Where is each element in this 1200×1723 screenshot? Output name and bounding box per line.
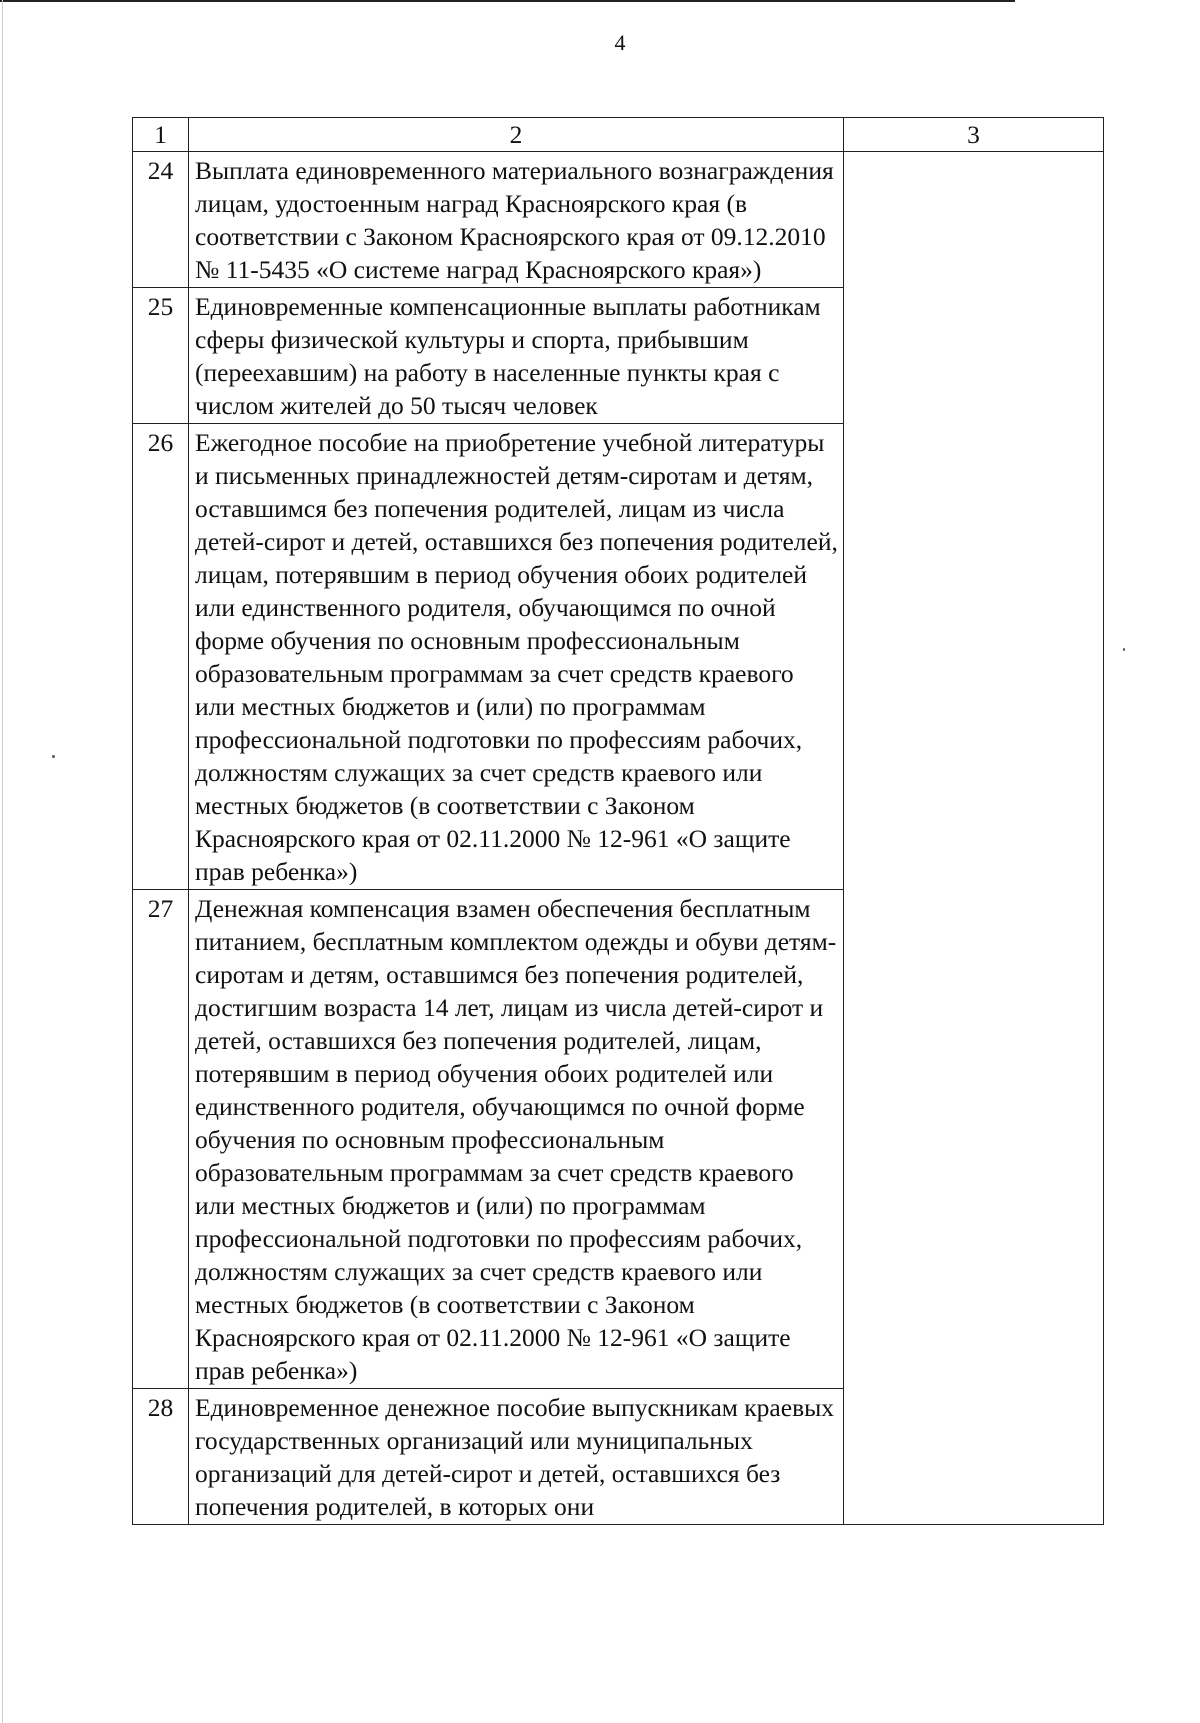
- row-number: 25: [133, 288, 189, 424]
- column-header: 1: [133, 118, 189, 152]
- row-description: Выплата единовременного материального вознаграждения лицам, удостоенным наград Красноярского края (в соответствии с Законом Красноярского края от 09.12.2010 № 11-5435 «О системе наград Красноярского края»): [189, 152, 844, 288]
- row-description: Единовременное денежное пособие выпускникам краевых государственных организаций или муниципальных организаций для детей-сирот и детей, оставшихся без попечения родителей, в которых они: [189, 1389, 844, 1525]
- column-header: 2: [189, 118, 844, 152]
- row-value: [844, 424, 1104, 890]
- page-number: 4: [614, 30, 626, 55]
- scan-speck: [1123, 648, 1125, 651]
- row-value: [844, 152, 1104, 288]
- row-number: 27: [133, 890, 189, 1389]
- scan-edge-left: [2, 0, 3, 1723]
- row-number: 26: [133, 424, 189, 890]
- row-value: [844, 890, 1104, 1389]
- table-header-row: [133, 118, 1104, 152]
- scan-speck: [52, 755, 55, 758]
- row-description: Единовременные компенсационные выплаты работникам сферы физической культуры и спорта, прибывшим (переехавшим) на работу в населенные пункты края с числом жителей до 50 тысяч человек: [189, 288, 844, 424]
- column-header: 3: [844, 118, 1104, 152]
- row-value: [844, 1389, 1104, 1525]
- row-description: Ежегодное пособие на приобретение учебной литературы и письменных принадлежностей детям-сиротам и детям, оставшимся без попечения родителей, лицам из числа детей-сирот и детей, оставшихся без попечения родителей, лицам, потерявшим в период обучения обоих родителей или единственного родителя, обучающимся по очной форме обучения по основным профессиональным образовательным программам за счет средств краевого или местных бюджетов и (или) по программам профессиональной подготовки по профессиям рабочих, должностям служащих за счет средств краевого или местных бюджетов (в соответствии с Законом Красноярского края от 02.11.2000 № 12-961 «О защите прав ребенка»): [189, 424, 844, 890]
- row-number: 28: [133, 1389, 189, 1525]
- scan-edge-top: [0, 0, 1015, 2]
- row-number: 24: [133, 152, 189, 288]
- row-description: Денежная компенсация взамен обеспечения бесплатным питанием, бесплатным комплектом одежды и обуви детям-сиротам и детям, оставшимся без попечения родителей, достигшим возраста 14 лет, лицам из числа детей-сирот и детей, оставшихся без попечения родителей, лицам, потерявшим в период обучения обоих родителей или единственного родителя, обучающимся по очной форме обучения по основным профессиональным образовательным программам за счет средств краевого или местных бюджетов и (или) по программам профессиональной подготовки по профессиям рабочих, должностям служащих за счет средств краевого или местных бюджетов (в соответствии с Законом Красноярского края от 02.11.2000 № 12-961 «О защите прав ребенка»): [189, 890, 844, 1389]
- table-row: [133, 288, 1104, 424]
- row-value: [844, 288, 1104, 424]
- table-row: [133, 1389, 1104, 1525]
- table-row: [133, 424, 1104, 890]
- table-row: [133, 152, 1104, 288]
- benefits-table: [132, 117, 1104, 1525]
- table-row: [133, 890, 1104, 1389]
